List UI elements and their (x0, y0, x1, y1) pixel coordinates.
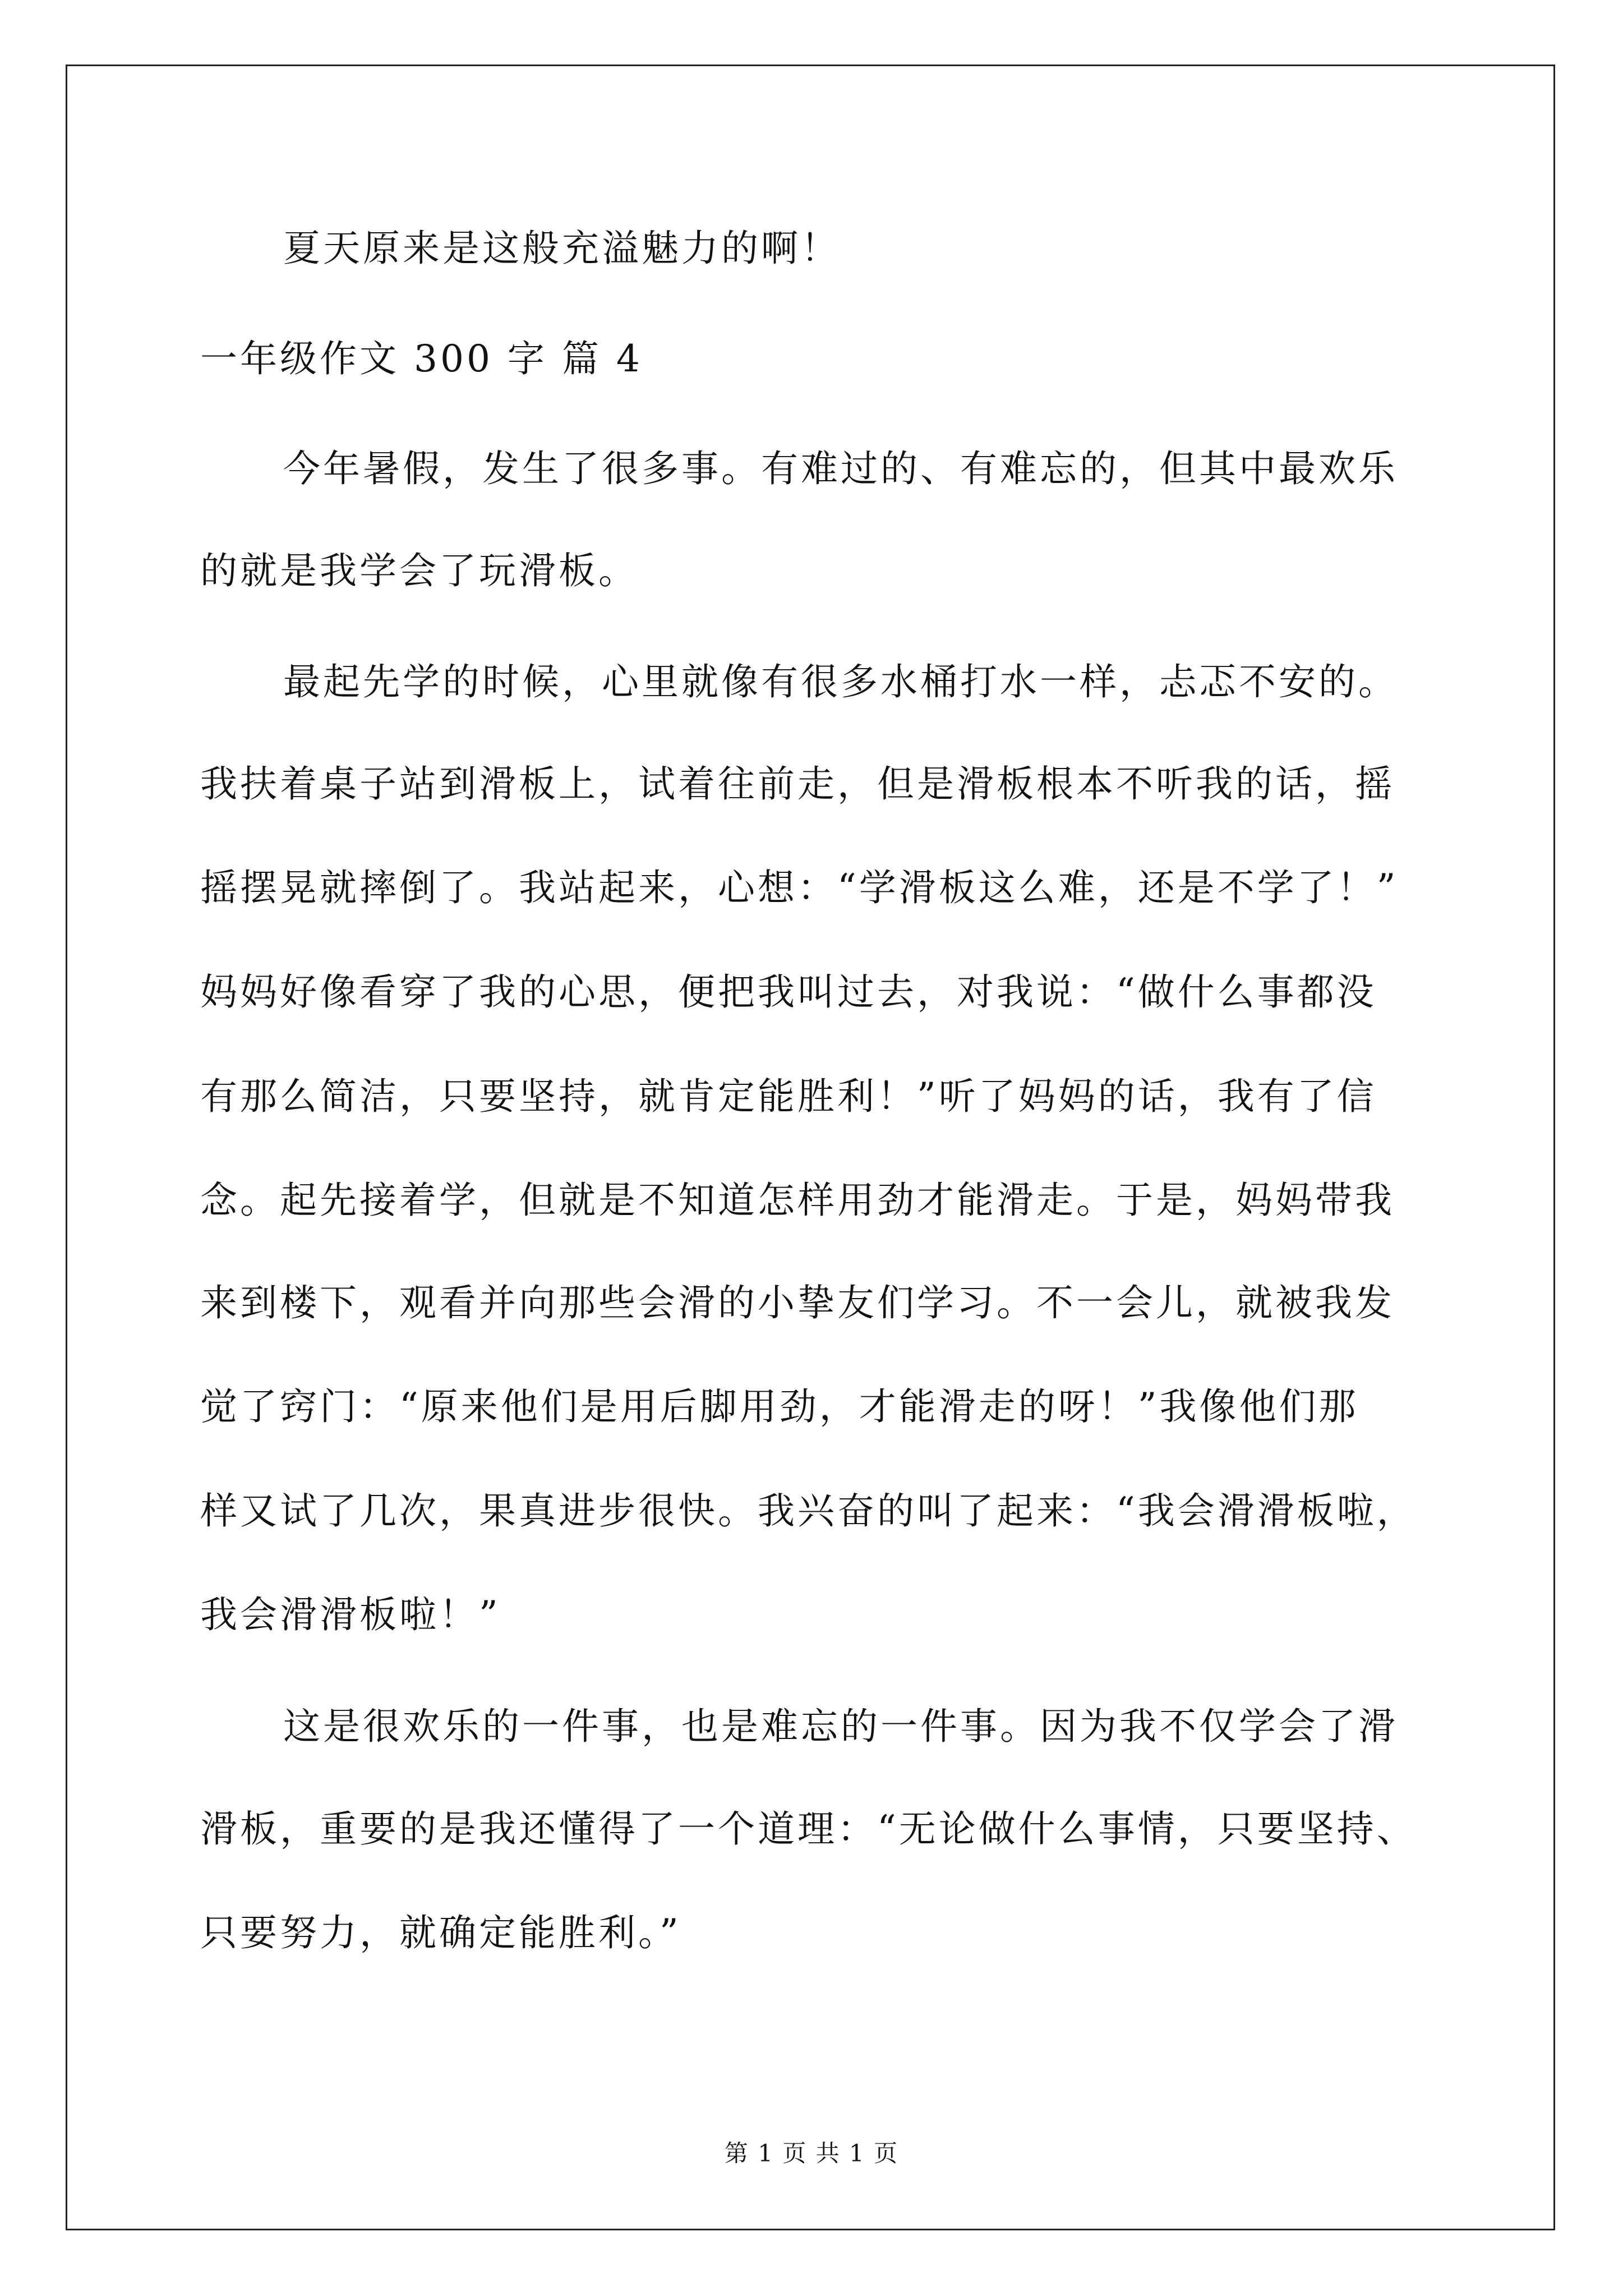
section-heading: 一年级作文 300 字 篇 4 (200, 337, 643, 380)
paragraph-line: 滑板，重要的是我还懂得了一个道理：“无论做什么事情，只要坚持、 (200, 1807, 1417, 1851)
paragraph-line: 夏天原来是这般充溢魅力的啊！ (283, 227, 841, 270)
paragraph-line: 样又试了几次，果真进步很快。我兴奋的叫了起来：“我会滑滑板啦， (200, 1489, 1417, 1533)
paragraph-line: 念。起先接着学，但就是不知道怎样用劲才能滑走。于是，妈妈带我 (200, 1179, 1395, 1222)
page-footer: 第 1 页 共 1 页 (724, 2139, 899, 2167)
paragraph-line: 这是很欢乐的一件事，也是难忘的一件事。因为我不仅学会了滑 (283, 1705, 1398, 1748)
paragraph-line: 只要努力，就确定能胜利。” (200, 1911, 681, 1954)
paragraph-line: 我扶着桌子站到滑板上，试着往前走，但是滑板根本不听我的话，摇 (200, 762, 1395, 806)
paragraph-line: 我会滑滑板啦！” (200, 1593, 501, 1636)
paragraph-line: 觉了窍门：“原来他们是用后脚用劲，才能滑走的呀！”我像他们那 (200, 1385, 1359, 1428)
paragraph-line: 妈妈好像看穿了我的心思，便把我叫过去，对我说：“做什么事都没 (200, 970, 1377, 1014)
page-border (66, 65, 1555, 2230)
paragraph-line: 来到楼下，观看并向那些会滑的小挚友们学习。不一会儿，就被我发 (200, 1281, 1395, 1324)
paragraph-line: 今年暑假，发生了很多事。有难过的、有难忘的，但其中最欢乐 (283, 447, 1398, 490)
paragraph-line: 有那么简洁，只要坚持，就肯定能胜利！”听了妈妈的话，我有了信 (200, 1075, 1377, 1118)
paragraph-line: 最起先学的时候，心里就像有很多水桶打水一样，忐忑不安的。 (283, 660, 1398, 703)
paragraph-line: 的就是我学会了玩滑板。 (200, 549, 638, 592)
paragraph-line: 摇摆晃就摔倒了。我站起来，心想：“学滑板这么难，还是不学了！” (200, 866, 1399, 909)
